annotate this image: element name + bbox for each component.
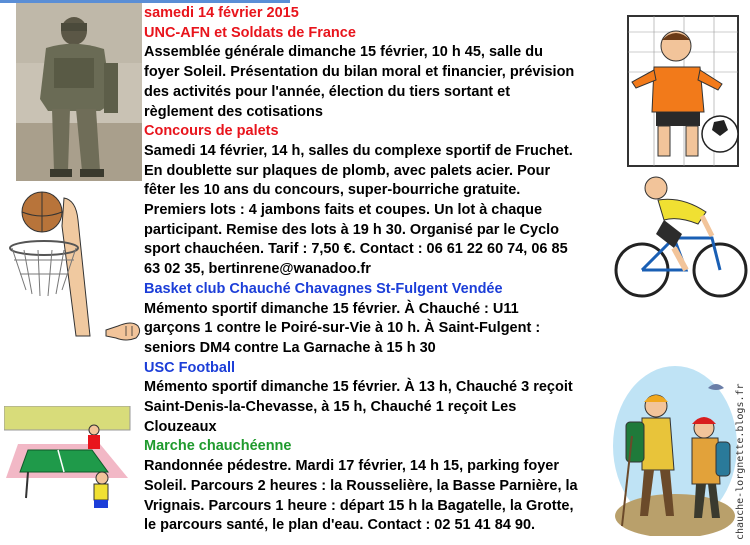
section-heading: Basket club Chauché Chavagnes St-Fulgent Vendée — [144, 280, 503, 297]
site-watermark: chauche-lorgnette.blogs.fr — [735, 383, 746, 540]
article-date: samedi 14 février 2015 — [144, 5, 299, 21]
section-concours-palets — [144, 122, 744, 280]
section-line: Samedi 14 février, 14 h, salles du complexe sportif de Fruchet. — [144, 142, 573, 159]
section-line: Randonnée pédestre. Mardi 17 février, 14 h 15, parking foyer — [144, 458, 560, 475]
section-line: règlement des cotisations — [144, 103, 323, 120]
soldier-photo — [16, 3, 142, 181]
article — [144, 4, 744, 536]
table-tennis-clipart — [4, 406, 134, 516]
section-line: seniors DM4 contre La Garnache à 15 h 30 — [144, 339, 436, 356]
section-line: le parcours santé, le plan d'eau. Contact : 02 51 41 84 90. — [144, 517, 536, 534]
section-heading: Concours de palets — [144, 123, 279, 140]
section-usc-football — [144, 359, 744, 438]
section-line: Mémento sportif dimanche 15 février. À 13 h, Chauché 3 reçoit — [144, 379, 573, 396]
section-line: garçons 1 contre le Poiré-sur-Vie à 10 h. À Saint-Fulgent : — [144, 320, 541, 337]
section-line: Saint-Denis-la-Chevasse, à 15 h, Chauché 1 reçoit Les — [144, 399, 517, 416]
section-line: fêter les 10 ans du concours, super-bourriche gratuite. — [144, 182, 521, 199]
basketball-clipart — [4, 190, 104, 340]
section-line: En doublette sur plaques de plomb, avec palets acier. Pour — [144, 162, 551, 179]
section-heading: USC Football — [144, 359, 236, 376]
section-line: sport chauchéen. Tarif : 7,50 €. Contact : 06 61 22 60 74, 06 85 — [144, 241, 568, 258]
section-line: Premiers lots : 4 jambons faits et coupes. Un lot à chaque — [144, 202, 543, 219]
fist-clipart — [104, 318, 142, 344]
section-line: foyer Soleil. Présentation du bilan moral et financier, prévision — [144, 64, 575, 81]
section-unc-afn — [144, 24, 744, 123]
section-heading: UNC-AFN et Soldats de France — [144, 24, 356, 41]
section-line: Mémento sportif dimanche 15 février. À Chauché : U11 — [144, 300, 519, 317]
section-line: Assemblée générale dimanche 15 février, 10 h 45, salle du — [144, 44, 543, 61]
section-line: Vrignais. Parcours 1 heure : départ 15 h la Bagatelle, la Grotte, — [144, 497, 574, 514]
section-line: Soleil. Parcours 2 heures : la Rousselière, la Basse Parnière, la — [144, 477, 578, 494]
section-basket-club — [144, 280, 744, 359]
section-heading: Marche chauchéenne — [144, 438, 292, 455]
section-line: des activités pour l'année, élection du tiers sortant et — [144, 83, 511, 100]
section-line: participant. Remise des lots à 19 h 30. Organisé par le Cyclo — [144, 221, 560, 238]
section-line: Clouzeaux — [144, 418, 217, 435]
section-marche-chaucheenne — [144, 437, 744, 536]
section-line: 63 02 35, bertinrene@wanadoo.fr — [144, 261, 371, 278]
